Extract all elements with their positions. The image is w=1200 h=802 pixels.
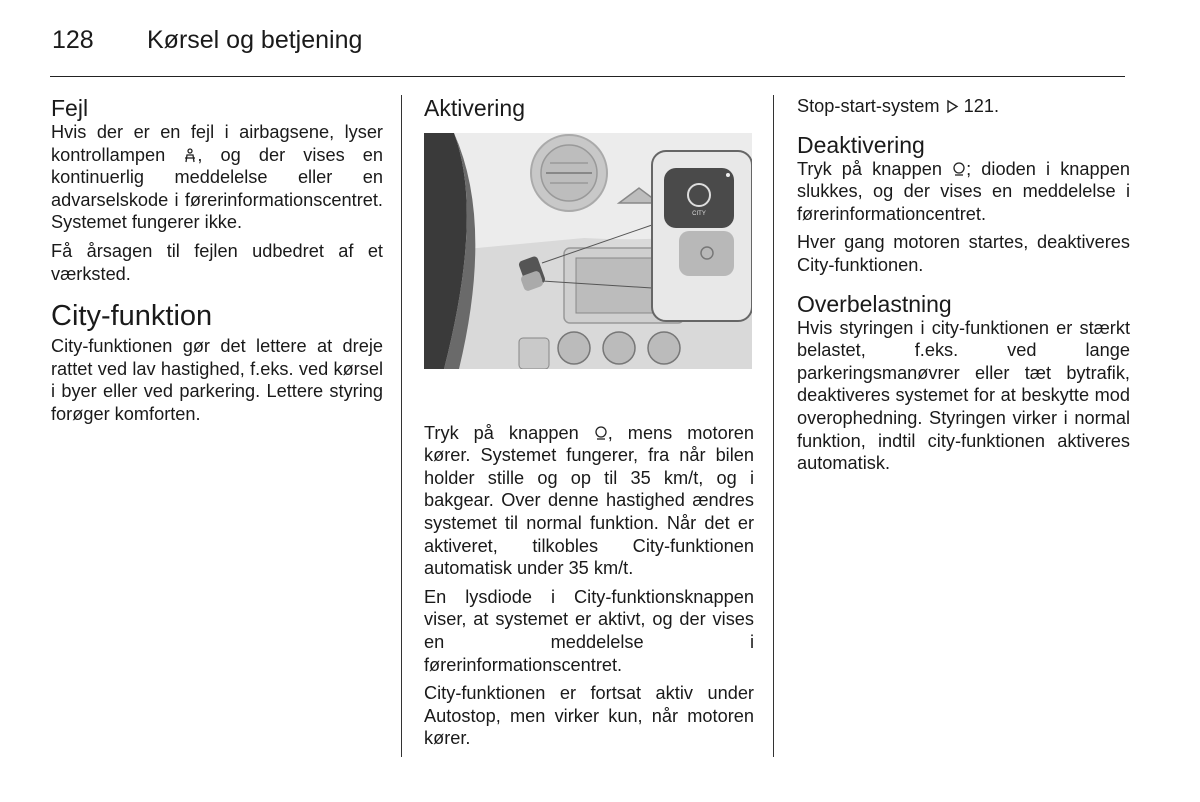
section-heading-deaktivering: Deaktivering: [797, 131, 925, 158]
svg-text:CITY: CITY: [692, 211, 706, 217]
paragraph: Få årsagen til fejlen udbedret af et værksted.: [51, 240, 383, 284]
paragraph: Hvis styringen i city-funktionen er stærkt belastet, f.eks. ved lange parkeringsmanøvrer eller tæt bytrafik, deaktiveres systemet for at beskytte mod overophedning. Styringen virker i normal funktion, indtil city-funktionen aktiveres automatisk.: [797, 317, 1130, 474]
section-heading-city-funktion: City-funktion: [51, 300, 213, 333]
city-button-icon: [594, 426, 608, 441]
dashboard-illustration: [424, 133, 752, 369]
paragraph: En lysdiode i City-funktionsknappen viser, at systemet er aktivt, og der vises en meddelelse i førerinformationscentret.: [424, 586, 754, 675]
page-number: 128: [52, 26, 94, 54]
column-1: [51, 95, 383, 432]
paragraph: City-funktionen gør det lettere at dreje rattet ved lav hastighed, f.eks. ved kørsel i byer eller ved parkering. Lettere styring forøger komforten.: [51, 336, 383, 424]
paragraph: Tryk på knappen , mens motoren kører. Systemet fungerer, fra når bilen holder stille og op til 35 km/t, og i bakgear. Over denne hastighed ændres systemet til normal funktion. Når det er aktiveret, tilkobles City-funktionen automatisk under 35 km/t.: [424, 422, 754, 579]
airbag-warning-icon: [183, 148, 197, 163]
section-heading-overbelastning: Overbelastning: [797, 290, 952, 317]
section-heading-aktivering: Aktivering: [424, 95, 525, 121]
column-2: [424, 95, 754, 756]
page-reference-arrow-icon: [945, 99, 959, 114]
column-3: [797, 95, 1130, 481]
column-divider: [401, 95, 402, 757]
cross-reference: Stop-start-system 121.: [797, 96, 1000, 116]
running-title: Kørsel og betjening: [147, 26, 363, 54]
section-heading-fejl: Fejl: [51, 95, 89, 121]
paragraph: Hver gang motoren startes, deaktiveres City-funktionen.: [797, 232, 1130, 275]
city-button-icon: [952, 162, 966, 177]
column-divider: [773, 95, 774, 757]
paragraph: Tryk på knappen ; dioden i knappen slukkes, og der vises en meddelelse i førerinformationcentret.: [797, 158, 1130, 224]
paragraph: Hvis der er en fejl i airbagsene, lyser kontrollampen , og der vises en kontinuerlig meddelelse eller en advarselskode i førerinformationscentret. Systemet fungerer ikke.: [51, 122, 383, 233]
page-header: [50, 26, 1125, 77]
paragraph: City-funktionen er fortsat aktiv under Autostop, men virker kun, når motoren kører.: [424, 683, 754, 749]
